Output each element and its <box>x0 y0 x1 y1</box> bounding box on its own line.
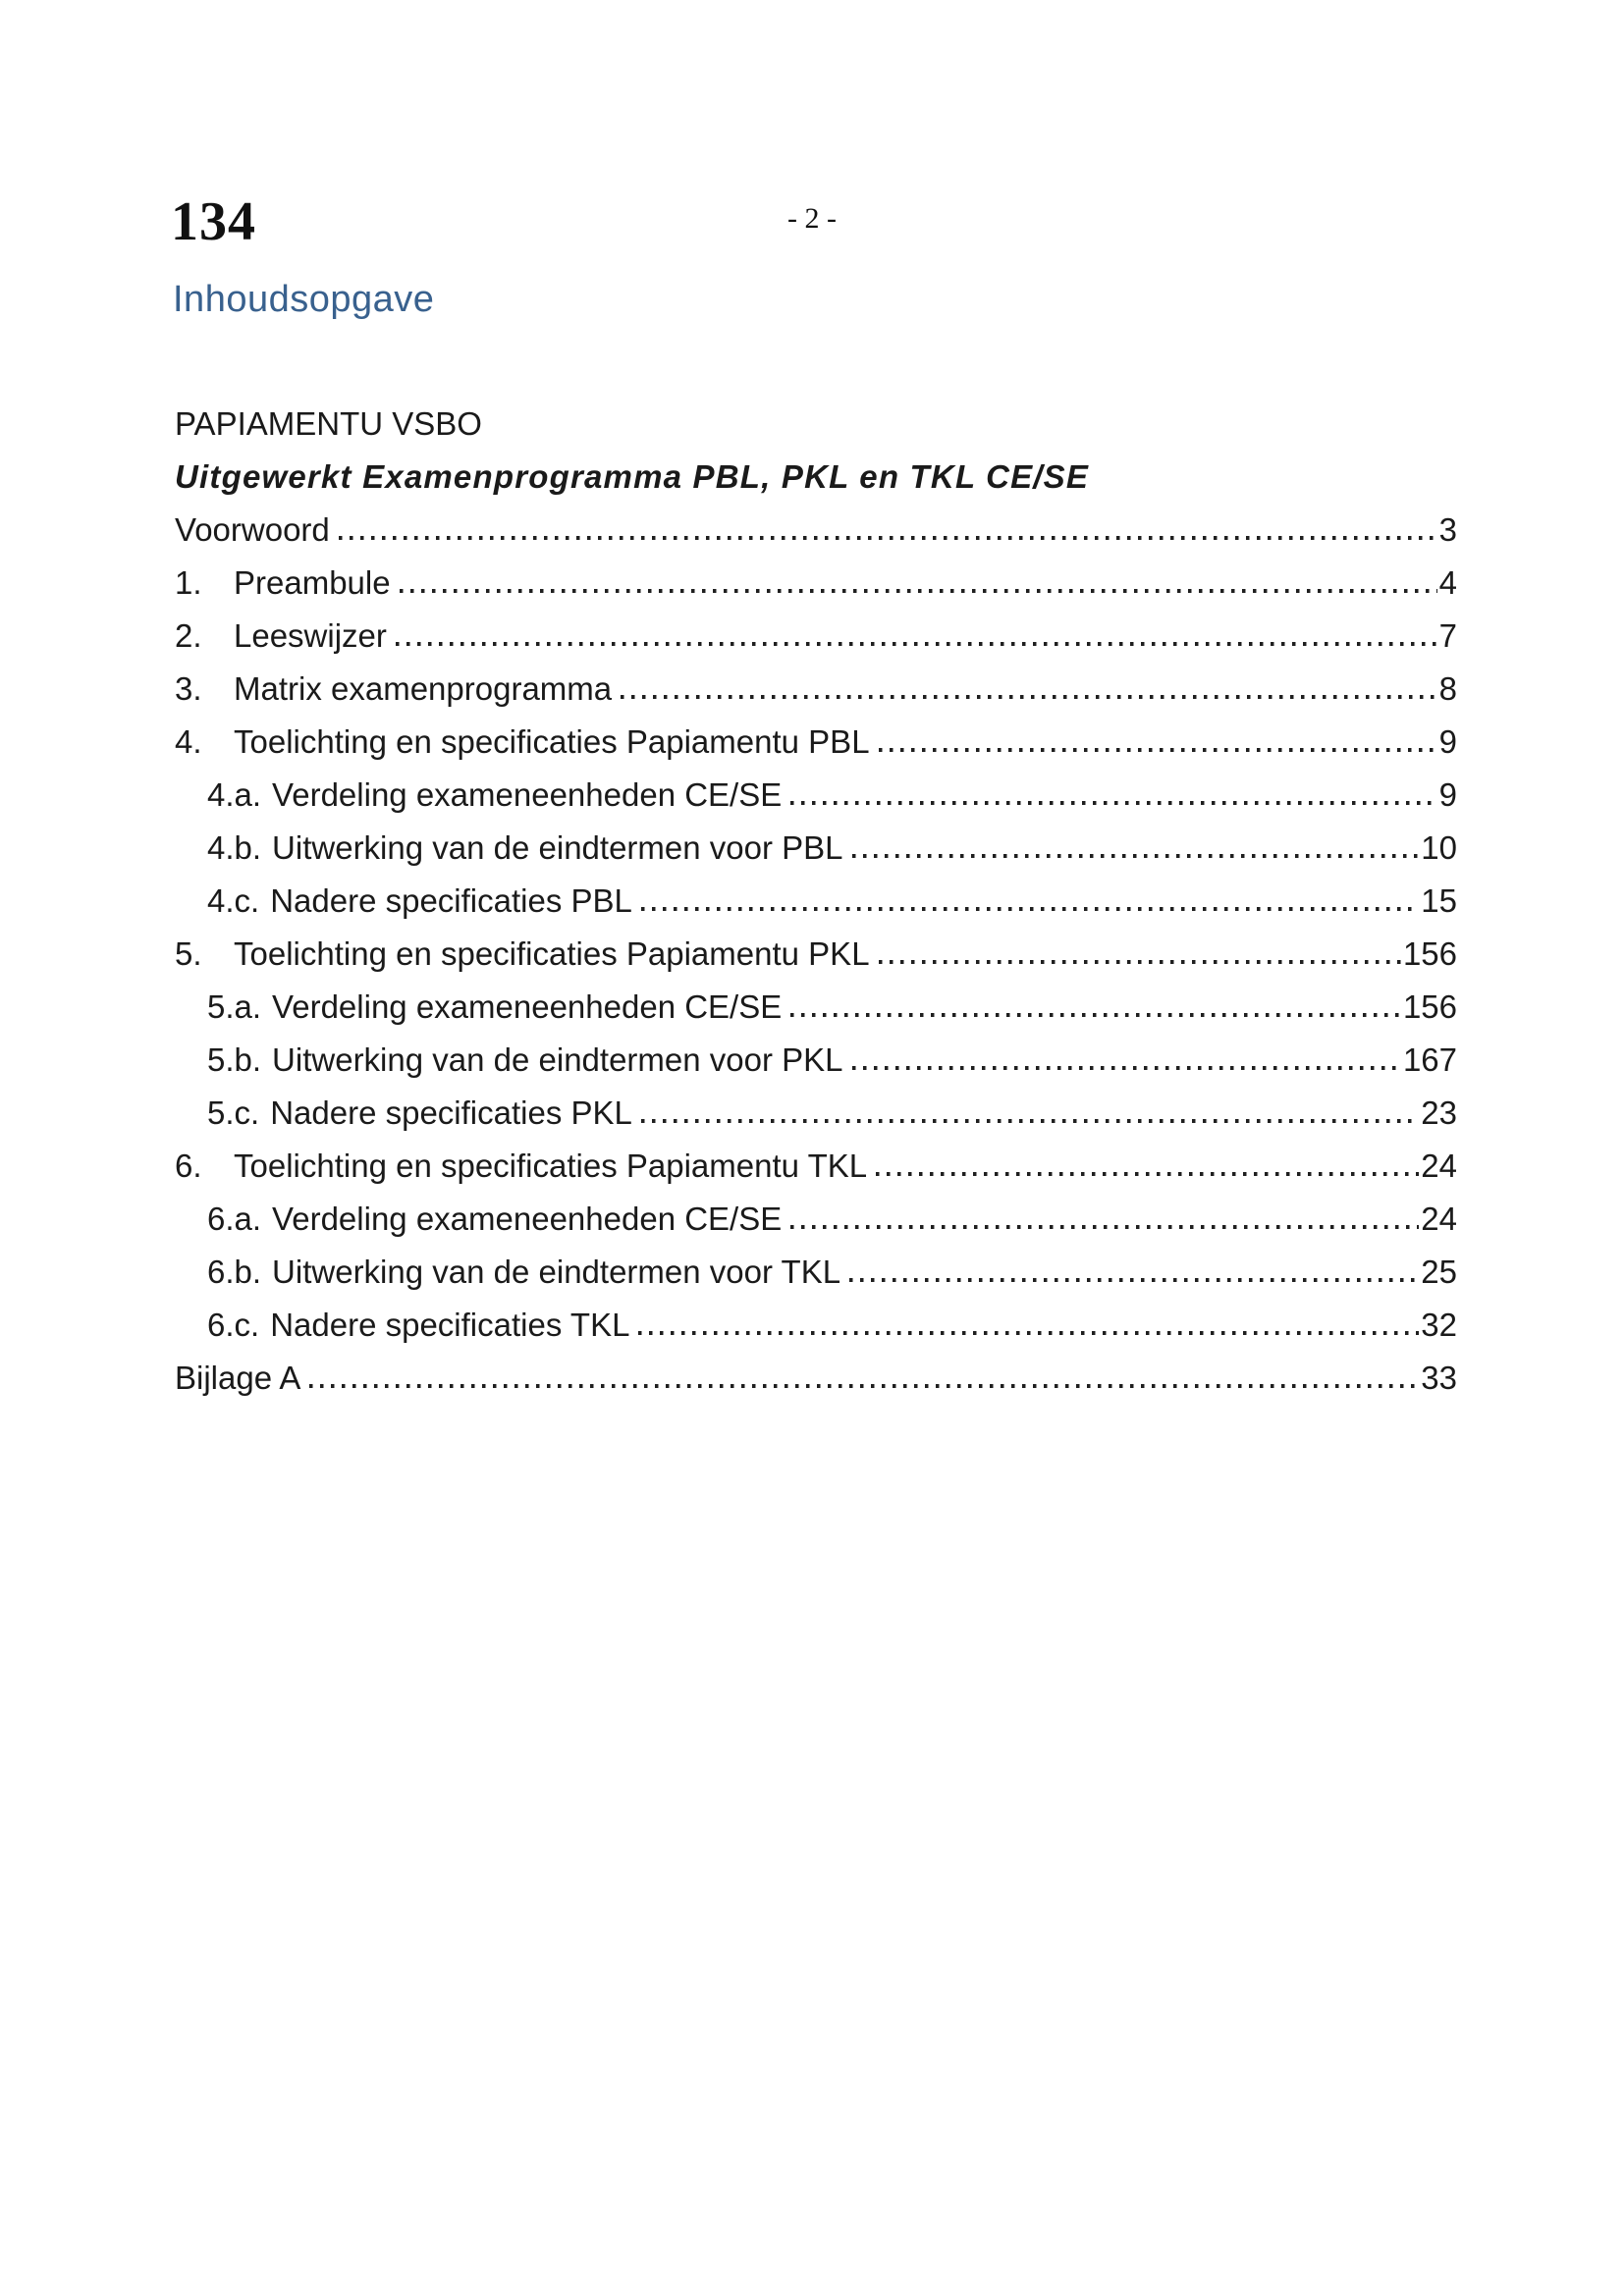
toc-entry-number: 2. <box>175 617 202 654</box>
toc-entry-label: Uitgewerkt Examenprogramma PBL, PKL en TKL CE/SE <box>175 458 1090 495</box>
toc-entry-number: 6.a. <box>207 1201 262 1237</box>
toc-entry-label: Uitwerking van de eindtermen voor PBL <box>272 829 843 866</box>
toc-entry-page: 8 <box>1438 670 1457 707</box>
toc-entry-number: 4.a. <box>207 776 262 813</box>
toc-entry-label: Bijlage A <box>175 1360 301 1396</box>
toc-entry-page: 32 <box>1421 1307 1457 1343</box>
toc-entry-number: 5.a. <box>207 988 262 1025</box>
toc-entry-label: Preambule <box>234 564 391 601</box>
toc-row <box>175 711 1457 764</box>
toc-entry-label: Matrix examenprogramma <box>234 670 613 707</box>
page-title: Inhoudsopgave <box>173 279 435 320</box>
toc-entry-label: Nadere specificaties PBL <box>270 882 632 919</box>
toc-row <box>175 1241 1457 1294</box>
toc-row <box>175 605 1457 658</box>
toc-row <box>175 552 1457 605</box>
toc-entry-number: 4.b. <box>207 829 262 866</box>
toc-entry-number: 1. <box>175 564 202 601</box>
dot-leader <box>309 1384 1419 1388</box>
toc-entry-page: 15 <box>1421 882 1457 919</box>
dot-leader <box>790 1013 1401 1017</box>
toc-entry-label: Uitwerking van de eindtermen voor TKL <box>272 1254 841 1290</box>
toc-row <box>175 976 1457 1029</box>
toc-row <box>175 1347 1457 1400</box>
dot-leader <box>621 695 1437 699</box>
dot-leader <box>876 1172 1419 1176</box>
toc-row <box>175 817 1457 870</box>
toc-entry-page: 7 <box>1438 617 1457 654</box>
toc-entry-page: 9 <box>1438 776 1457 813</box>
toc-entry-label: Verdeling exameneenheden CE/SE <box>272 988 783 1025</box>
dot-leader <box>396 642 1437 646</box>
dot-leader <box>400 589 1437 593</box>
toc-entry-number: 6.b. <box>207 1254 262 1290</box>
toc-header-line <box>175 446 1457 499</box>
toc-entry-label: PAPIAMENTU VSBO <box>175 405 482 442</box>
dot-leader <box>641 1119 1419 1123</box>
toc-entry-label: Uitwerking van de eindtermen voor PKL <box>272 1041 843 1078</box>
toc-entry-number: 5.b. <box>207 1041 262 1078</box>
toc-entry-page: 23 <box>1421 1095 1457 1131</box>
toc-entry-page: 4 <box>1438 564 1457 601</box>
toc-entry-page: 24 <box>1421 1201 1457 1237</box>
toc-header-line <box>175 393 1457 446</box>
toc-entry-number: 4. <box>175 723 202 760</box>
toc-row <box>175 658 1457 711</box>
toc-entry-page: 167 <box>1402 1041 1457 1078</box>
dot-leader <box>852 854 1420 858</box>
document-stamp-number: 134 <box>171 191 256 252</box>
toc-entry-number: 5. <box>175 935 202 972</box>
table-of-contents <box>175 393 1457 1400</box>
toc-entry-page: 156 <box>1402 935 1457 972</box>
toc-entry-number: 6.c. <box>207 1307 260 1343</box>
toc-row <box>175 870 1457 923</box>
toc-entry-number: 5.c. <box>207 1095 260 1131</box>
toc-entry-label: Toelichting en specificaties Papiamentu PBL <box>234 723 870 760</box>
toc-row <box>175 1188 1457 1241</box>
dot-leader <box>849 1278 1419 1282</box>
dot-leader <box>790 801 1436 805</box>
toc-entry-page: 24 <box>1421 1148 1457 1184</box>
dot-leader <box>339 536 1437 540</box>
toc-entry-label: Voorwoord <box>175 511 330 548</box>
toc-entry-label: Toelichting en specificaties Papiamentu TKL <box>234 1148 868 1184</box>
toc-entry-page: 3 <box>1438 511 1457 548</box>
toc-entry-number: 3. <box>175 670 202 707</box>
toc-row <box>175 1082 1457 1135</box>
dot-leader <box>879 960 1401 964</box>
toc-entry-label: Nadere specificaties TKL <box>270 1307 630 1343</box>
toc-entry-label: Verdeling exameneenheden CE/SE <box>272 1201 783 1237</box>
toc-entry-label: Verdeling exameneenheden CE/SE <box>272 776 783 813</box>
toc-entry-label: Toelichting en specificaties Papiamentu PKL <box>234 935 870 972</box>
toc-row <box>175 1029 1457 1082</box>
dot-leader <box>852 1066 1401 1070</box>
dot-leader <box>638 1331 1419 1335</box>
toc-row <box>175 923 1457 976</box>
dot-leader <box>879 748 1437 752</box>
page-number-marker: - 2 - <box>787 202 837 235</box>
toc-entry-page: 33 <box>1421 1360 1457 1396</box>
toc-entry-page: 9 <box>1438 723 1457 760</box>
toc-entry-page: 10 <box>1421 829 1457 866</box>
toc-entry-page: 156 <box>1402 988 1457 1025</box>
dot-leader <box>790 1225 1419 1229</box>
toc-row <box>175 499 1457 552</box>
toc-entry-label: Leeswijzer <box>234 617 387 654</box>
toc-entry-page: 25 <box>1421 1254 1457 1290</box>
toc-entry-number: 6. <box>175 1148 202 1184</box>
toc-row <box>175 1135 1457 1188</box>
toc-row <box>175 764 1457 817</box>
toc-entry-number: 4.c. <box>207 882 260 919</box>
toc-entry-label: Nadere specificaties PKL <box>270 1095 632 1131</box>
dot-leader <box>641 907 1419 911</box>
toc-row <box>175 1294 1457 1347</box>
